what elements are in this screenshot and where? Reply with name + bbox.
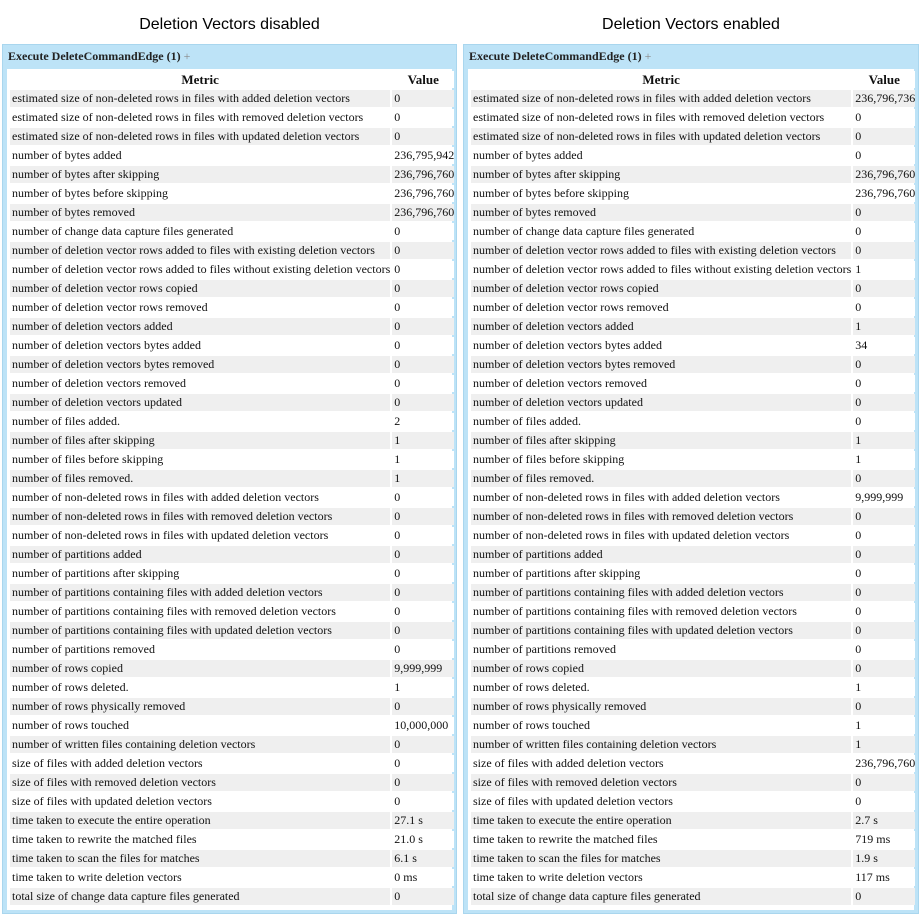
table-row [471,736,915,753]
value-cell: 236,796,760 [855,756,916,770]
metric-cell: number of deletion vector rows copied [471,280,851,297]
table-row [471,223,915,240]
metric-cell: total size of change data capture files generated [471,888,851,905]
table-row [10,166,454,183]
table-row [10,90,454,107]
table-row [10,223,454,240]
metric-cell: number of change data capture files generated [10,223,390,240]
value-cell: 0 [392,755,454,772]
table-row [10,527,454,544]
table-row [10,280,454,297]
value-cell: 236,796,760 [394,186,455,200]
table-row [10,584,454,601]
value-cell: 1 [853,432,915,449]
metric-cell: number of written files containing deletion vectors [10,736,390,753]
right-metrics-panel [463,44,919,914]
metric-cell: number of deletion vectors removed [471,375,851,392]
metric-cell: number of bytes added [471,147,851,164]
metric-cell: number of deletion vectors removed [10,375,390,392]
table-row [471,812,915,829]
table-row [471,888,915,905]
node-header [469,48,651,64]
value-cell: 1 [853,451,915,468]
value-cell: 1 [392,470,454,487]
left-column-title: Deletion Vectors disabled [139,16,320,33]
value-cell: 0 [853,774,915,791]
table-row [471,432,915,449]
value-cell: 0 [392,698,454,715]
table-row [10,147,454,164]
table-row [471,147,915,164]
value-cell: 0 [853,299,915,316]
value-cell: 719 ms [853,831,915,848]
metric-cell: number of written files containing deletion vectors [471,736,851,753]
metric-cell: number of partitions containing files with updated deletion vectors [471,622,851,639]
value-cell: 0 [392,793,454,810]
metrics-table [8,69,456,907]
metric-cell: time taken to scan the files for matches [471,850,851,867]
metric-cell: number of rows touched [10,717,390,734]
value-cell: 10,000,000 [392,717,454,734]
value-cell: 0 [392,356,454,373]
value-cell: 0 [853,223,915,240]
value-cell: 0 [853,622,915,639]
metric-cell: number of non-deleted rows in files with added deletion vectors [471,489,851,506]
metric-cell: time taken to rewrite the matched files [471,831,851,848]
value-cell: 236,796,760 [855,167,916,181]
metric-cell: total size of change data capture files generated [10,888,390,905]
value-cell: 0 [853,660,915,677]
value-cell: 0 [853,470,915,487]
value-cell: 0 [853,128,915,145]
value-cell: 0 [392,109,454,126]
table-row [471,508,915,525]
table-row [10,603,454,620]
value-column-header: Value [392,71,454,88]
value-cell: 0 [392,280,454,297]
value-cell: 0 [392,337,454,354]
table-row [10,337,454,354]
metric-cell: number of partitions containing files with removed deletion vectors [471,603,851,620]
metric-cell: number of rows physically removed [471,698,851,715]
metric-cell: number of deletion vectors bytes removed [10,356,390,373]
metric-cell: number of bytes after skipping [471,166,851,183]
metric-cell: number of bytes before skipping [471,185,851,202]
metric-column-header: Metric [471,71,851,88]
metric-cell: number of non-deleted rows in files with updated deletion vectors [10,527,390,544]
table-row [471,755,915,772]
table-row [10,736,454,753]
table-row [471,185,915,202]
value-cell: 2.7 s [853,812,915,829]
metric-cell: number of deletion vector rows copied [10,280,390,297]
metric-cell: number of partitions removed [10,641,390,658]
metric-cell: number of files removed. [10,470,390,487]
metric-cell: number of partitions added [471,546,851,563]
value-cell: 34 [853,337,915,354]
metric-cell: number of partitions containing files with added deletion vectors [471,584,851,601]
value-cell: 0 [853,698,915,715]
value-cell: 0 [392,888,454,905]
table-row [471,318,915,335]
table-row [471,622,915,639]
metric-cell: number of rows touched [471,717,851,734]
value-cell: 21.0 s [392,831,454,848]
metric-cell: number of deletion vector rows removed [10,299,390,316]
value-cell: 9,999,999 [853,489,915,506]
metric-cell: number of bytes after skipping [10,166,390,183]
table-row [471,565,915,582]
table-row [471,128,915,145]
table-row [471,641,915,658]
table-row [10,793,454,810]
value-cell: 0 [853,375,915,392]
metric-cell: number of partitions containing files with removed deletion vectors [10,603,390,620]
value-cell: 117 ms [853,869,915,886]
value-cell: 0 [853,147,915,164]
table-row [10,204,454,221]
metric-cell: number of files removed. [471,470,851,487]
metric-cell: number of bytes added [10,147,390,164]
table-row [10,774,454,791]
table-row [10,755,454,772]
metric-cell: estimated size of non-deleted rows in files with removed deletion vectors [471,109,851,126]
table-row [10,850,454,867]
metric-cell: number of partitions containing files with updated deletion vectors [10,622,390,639]
value-cell: 0 [392,774,454,791]
table-row [10,470,454,487]
value-column-header: Value [853,71,915,88]
metric-cell: size of files with added deletion vectors [10,755,390,772]
metric-cell: number of deletion vectors updated [471,394,851,411]
value-cell: 0 [392,527,454,544]
metric-cell: number of files after skipping [10,432,390,449]
value-cell: 0 [853,546,915,563]
expand-plus-icon[interactable]: + [183,49,191,63]
metric-cell: number of partitions after skipping [10,565,390,582]
value-cell: 1 [853,717,915,734]
value-cell: 0 [392,546,454,563]
table-row [10,394,454,411]
value-cell: 0 [392,90,454,107]
value-cell: 1 [853,318,915,335]
table-row [10,185,454,202]
value-cell: 0 [853,565,915,582]
value-cell: 0 [853,888,915,905]
metric-cell: time taken to write deletion vectors [10,869,390,886]
metric-cell: number of non-deleted rows in files with updated deletion vectors [471,527,851,544]
value-cell: 0 [853,356,915,373]
table-row [471,261,915,278]
table-row [10,242,454,259]
metrics-table [469,69,917,907]
metric-cell: number of files added. [471,413,851,430]
metric-cell: number of rows copied [10,660,390,677]
table-row [471,394,915,411]
table-row [10,546,454,563]
value-cell: 236,796,760 [394,167,455,181]
table-row [10,660,454,677]
value-cell: 0 [392,565,454,582]
value-cell: 0 [853,603,915,620]
metric-cell: size of files with updated deletion vectors [471,793,851,810]
metrics-table-container [468,69,914,910]
table-row [471,356,915,373]
value-cell: 0 [392,242,454,259]
value-cell: 1 [853,679,915,696]
value-cell: 0 [392,736,454,753]
table-row [10,451,454,468]
metric-cell: number of deletion vectors bytes removed [471,356,851,373]
table-row [471,166,915,183]
table-row [471,698,915,715]
value-cell: 0 [853,280,915,297]
value-cell: 27.1 s [392,812,454,829]
metric-cell: size of files with removed deletion vectors [10,774,390,791]
value-cell: 0 [392,223,454,240]
table-row [471,850,915,867]
metric-cell: number of deletion vectors bytes added [471,337,851,354]
value-cell: 0 [853,413,915,430]
table-row [10,698,454,715]
value-cell: 1 [853,736,915,753]
metric-cell: number of partitions after skipping [471,565,851,582]
table-row [10,565,454,582]
left-metrics-panel [2,44,457,914]
table-row [471,109,915,126]
metric-cell: time taken to write deletion vectors [471,869,851,886]
metric-cell: number of partitions containing files with added deletion vectors [10,584,390,601]
value-cell: 1 [392,451,454,468]
metric-cell: size of files with added deletion vectors [471,755,851,772]
table-row [10,375,454,392]
table-row [471,603,915,620]
metric-cell: number of files added. [10,413,390,430]
value-cell: 0 [392,641,454,658]
value-cell: 0 [853,109,915,126]
metric-cell: number of files before skipping [10,451,390,468]
table-row [10,869,454,886]
value-cell: 0 ms [392,869,454,886]
value-cell: 236,796,760 [855,186,916,200]
table-row [471,584,915,601]
value-cell: 0 [392,489,454,506]
value-cell: 2 [392,413,454,430]
metric-cell: estimated size of non-deleted rows in files with added deletion vectors [471,90,851,107]
table-row [471,90,915,107]
table-row [471,413,915,430]
table-row [471,451,915,468]
table-row [471,242,915,259]
metric-cell: number of non-deleted rows in files with added deletion vectors [10,489,390,506]
table-row [10,299,454,316]
value-cell: 0 [853,641,915,658]
value-cell: 0 [392,394,454,411]
metric-cell: time taken to rewrite the matched files [10,831,390,848]
value-cell: 0 [392,375,454,392]
metric-cell: number of change data capture files generated [471,223,851,240]
table-row [471,546,915,563]
value-cell: 236,795,942 [394,148,455,162]
table-row [10,128,454,145]
value-cell: 0 [392,584,454,601]
table-row [10,641,454,658]
table-row [10,109,454,126]
metric-cell: estimated size of non-deleted rows in files with updated deletion vectors [10,128,390,145]
value-cell: 6.1 s [392,850,454,867]
metric-cell: number of bytes removed [471,204,851,221]
metric-cell: time taken to scan the files for matches [10,850,390,867]
value-cell: 0 [392,508,454,525]
metric-cell: number of non-deleted rows in files with removed deletion vectors [471,508,851,525]
metric-cell: number of deletion vector rows added to files without existing deletion vectors [473,262,852,276]
value-cell: 236,796,736 [855,91,916,105]
value-cell: 0 [392,622,454,639]
table-row [10,261,454,278]
metric-cell: estimated size of non-deleted rows in files with updated deletion vectors [471,128,851,145]
metric-cell: number of deletion vector rows added to files with existing deletion vectors [471,242,851,259]
table-row [471,489,915,506]
metric-cell: size of files with removed deletion vectors [471,774,851,791]
table-row [471,660,915,677]
metric-cell: number of deletion vector rows removed [471,299,851,316]
metric-cell: number of deletion vectors added [10,318,390,335]
value-cell: 0 [853,793,915,810]
value-cell: 0 [853,527,915,544]
table-row [10,888,454,905]
metric-cell: number of deletion vectors updated [10,394,390,411]
table-row [10,413,454,430]
table-row [471,774,915,791]
value-cell: 1 [392,679,454,696]
table-row [10,831,454,848]
table-row [471,299,915,316]
value-cell: 236,796,760 [394,205,455,219]
metric-cell: number of bytes removed [10,204,390,221]
table-row [10,812,454,829]
value-cell: 0 [392,318,454,335]
metric-cell: number of rows deleted. [10,679,390,696]
node-label: Execute DeleteCommandEdge (1) [469,49,642,63]
table-row [471,527,915,544]
value-cell: 0 [392,299,454,316]
value-cell: 0 [853,584,915,601]
metric-cell: number of rows physically removed [10,698,390,715]
metric-cell: size of files with updated deletion vectors [10,793,390,810]
metric-cell: number of bytes before skipping [10,185,390,202]
value-cell: 0 [853,508,915,525]
value-cell: 1.9 s [853,850,915,867]
value-cell: 1 [853,261,915,278]
table-row [471,470,915,487]
table-row [10,622,454,639]
table-row [471,280,915,297]
metric-cell: number of rows deleted. [471,679,851,696]
value-cell: 1 [392,432,454,449]
metric-column-header: Metric [10,71,390,88]
metric-cell: number of non-deleted rows in files with removed deletion vectors [10,508,390,525]
metric-cell: time taken to execute the entire operation [471,812,851,829]
table-row [471,831,915,848]
value-cell: 0 [853,394,915,411]
table-row [10,717,454,734]
metric-cell: number of deletion vector rows added to files with existing deletion vectors [10,242,390,259]
metric-cell: number of rows copied [471,660,851,677]
table-row [471,869,915,886]
table-row [10,679,454,696]
value-cell: 0 [853,204,915,221]
table-row [10,489,454,506]
table-row [10,356,454,373]
metric-cell: number of partitions added [10,546,390,563]
value-cell: 9,999,999 [392,660,454,677]
value-cell: 0 [392,128,454,145]
table-row [471,375,915,392]
node-label: Execute DeleteCommandEdge (1) [8,49,181,63]
metric-cell: time taken to execute the entire operation [10,812,390,829]
table-row [10,432,454,449]
value-cell: 0 [853,242,915,259]
value-cell: 0 [392,261,454,278]
table-row [10,508,454,525]
metric-cell: number of files before skipping [471,451,851,468]
right-column-title: Deletion Vectors enabled [602,16,780,33]
metric-cell: number of partitions removed [471,641,851,658]
table-row [471,793,915,810]
metric-cell: estimated size of non-deleted rows in files with added deletion vectors [10,90,390,107]
expand-plus-icon[interactable]: + [644,49,652,63]
metric-cell: number of deletion vector rows added to files without existing deletion vectors [12,262,391,276]
node-header [8,48,190,64]
metric-cell: number of files after skipping [471,432,851,449]
metric-cell: number of deletion vectors added [471,318,851,335]
value-cell: 0 [392,603,454,620]
table-row [10,318,454,335]
metrics-table-container [7,69,455,910]
table-row [471,204,915,221]
table-row [471,679,915,696]
table-row [471,337,915,354]
metric-cell: number of deletion vectors bytes added [10,337,390,354]
table-row [471,717,915,734]
metric-cell: estimated size of non-deleted rows in files with removed deletion vectors [10,109,390,126]
